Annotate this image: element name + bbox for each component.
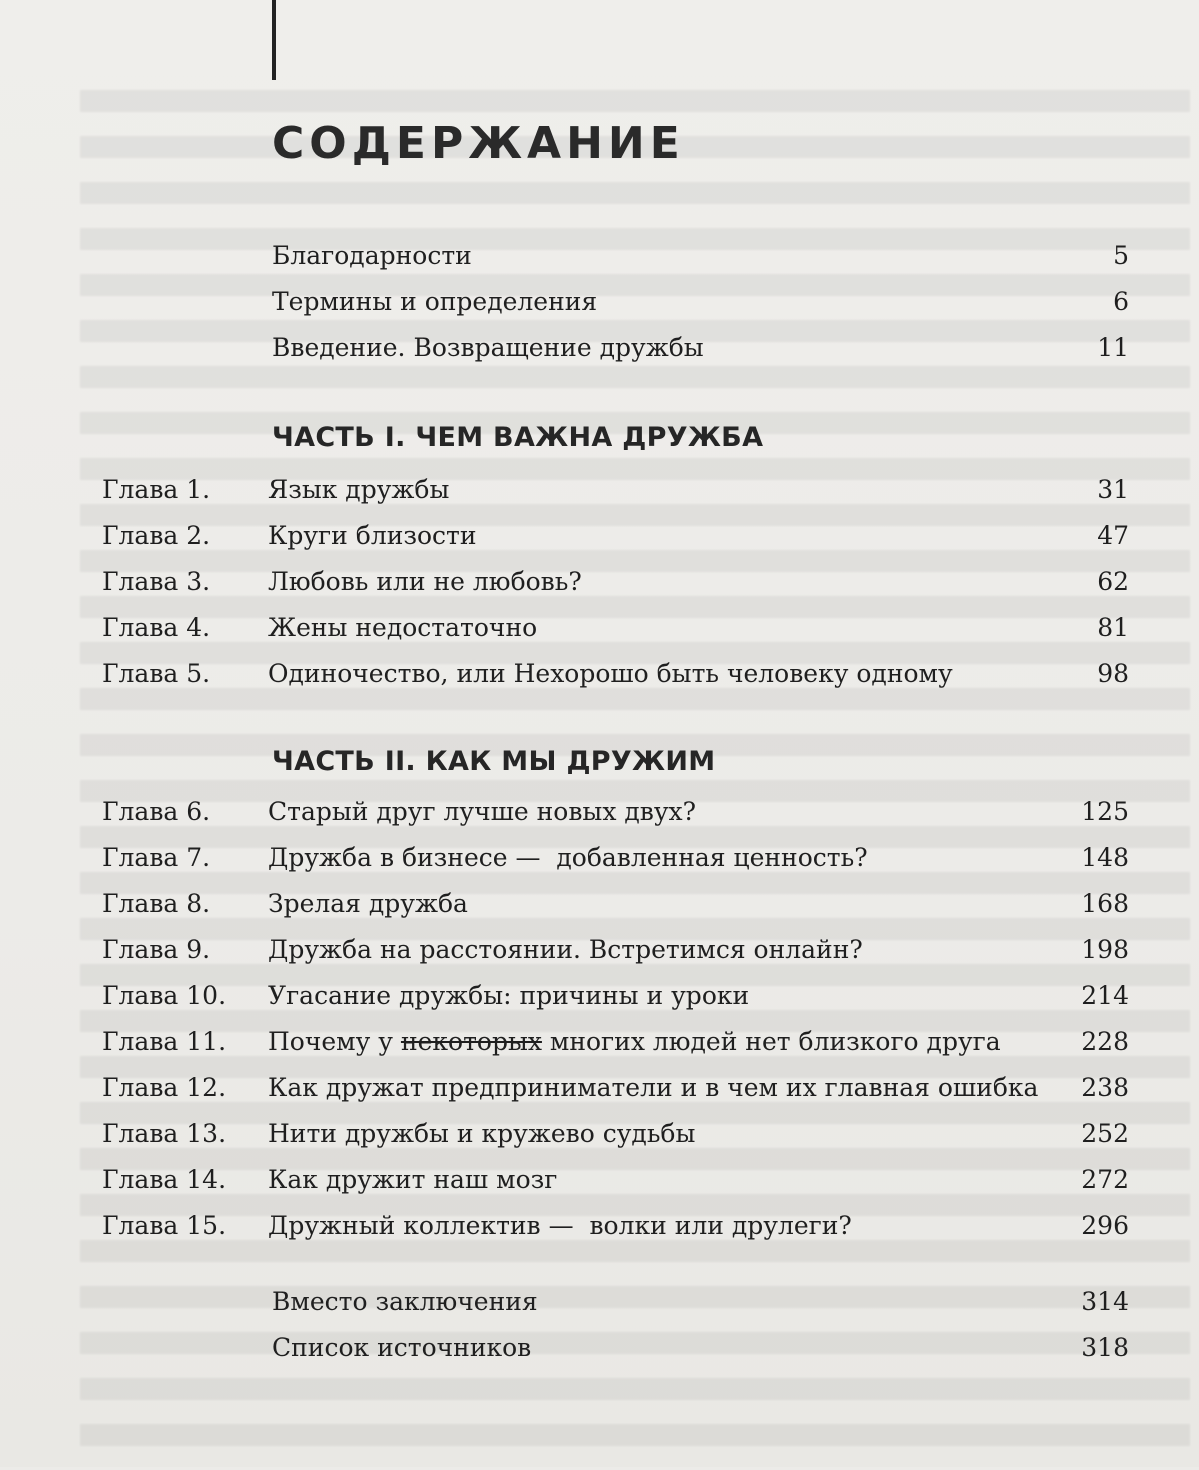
chapter-label: Глава 2. — [102, 521, 211, 550]
chapter-label: Глава 12. — [102, 1073, 227, 1102]
chapter-label: Глава 4. — [102, 613, 211, 642]
toc-chapter-row — [0, 654, 1199, 694]
chapter-label: Глава 1. — [102, 475, 211, 504]
chapter-page: 81 — [1097, 613, 1129, 642]
chapter-label: Глава 6. — [102, 797, 211, 826]
chapter-page: 252 — [1081, 1119, 1129, 1148]
chapter-page: 47 — [1097, 521, 1129, 550]
chapter-title: Как дружит наш мозг — [268, 1165, 558, 1194]
chapter-page: 272 — [1081, 1165, 1129, 1194]
chapter-title — [268, 1022, 1001, 1062]
chapter-title: Как дружат предприниматели и в чем их главная ошибка — [268, 1073, 1039, 1102]
chapter-page: 62 — [1097, 567, 1129, 596]
entry-page: 6 — [1113, 287, 1129, 316]
chapter-title: Нити дружбы и кружево судьбы — [268, 1119, 696, 1148]
toc-entry-conclusion — [0, 1282, 1199, 1322]
chapter-label: Глава 3. — [102, 567, 211, 596]
toc-chapter-row — [0, 930, 1199, 970]
chapter-title: Старый друг лучше новых двух? — [268, 797, 697, 826]
title-part: Почему у — [268, 1027, 401, 1056]
chapter-label: Глава 11. — [102, 1027, 227, 1056]
chapter-page: 148 — [1081, 843, 1129, 872]
chapter-title: Дружба в бизнесе — добавленная ценность? — [268, 843, 868, 872]
entry-title: Список источников — [272, 1333, 532, 1362]
struck-word: некоторых — [400, 1027, 542, 1056]
title-part: многих людей нет близкого друга — [541, 1027, 1001, 1056]
chapter-page: 214 — [1081, 981, 1129, 1010]
toc-chapter-row — [0, 516, 1199, 556]
toc-chapter-row — [0, 1114, 1199, 1154]
entry-page: 318 — [1081, 1333, 1129, 1362]
chapter-page: 168 — [1081, 889, 1129, 918]
chapter-page: 98 — [1097, 659, 1129, 688]
toc-chapter-row — [0, 884, 1199, 924]
toc-entry-sources — [0, 1328, 1199, 1368]
entry-page: 5 — [1113, 241, 1129, 270]
chapter-title: Дружба на расстоянии. Встретимся онлайн? — [268, 935, 863, 964]
chapter-label: Глава 7. — [102, 843, 211, 872]
chapter-title: Любовь или не любовь? — [268, 567, 582, 596]
chapter-page: 296 — [1081, 1211, 1129, 1240]
toc-chapter-row — [0, 608, 1199, 648]
vertical-rule — [272, 0, 276, 80]
toc-chapter-row — [0, 470, 1199, 510]
chapter-page: 228 — [1081, 1027, 1129, 1056]
part-heading-1: ЧАСТЬ I. ЧЕМ ВАЖНА ДРУЖБА — [272, 422, 764, 453]
chapter-page: 238 — [1081, 1073, 1129, 1102]
entry-page: 11 — [1097, 333, 1129, 362]
toc-chapter-row — [0, 976, 1199, 1016]
entry-page: 314 — [1081, 1287, 1129, 1316]
toc-chapter-row — [0, 838, 1199, 878]
chapter-title: Круги близости — [268, 521, 477, 550]
toc-entry-acknowledgements — [0, 236, 1199, 276]
chapter-label: Глава 8. — [102, 889, 211, 918]
toc-chapter-row — [0, 562, 1199, 602]
entry-title: Благодарности — [272, 241, 472, 270]
chapter-title: Дружный коллектив — волки или друлеги? — [268, 1211, 852, 1240]
toc-chapter-row — [0, 1068, 1199, 1108]
entry-title: Вместо заключения — [272, 1287, 538, 1316]
toc-chapter-row — [0, 1160, 1199, 1200]
chapter-label: Глава 14. — [102, 1165, 227, 1194]
chapter-label: Глава 15. — [102, 1211, 227, 1240]
chapter-label: Глава 5. — [102, 659, 211, 688]
toc-entry-introduction — [0, 328, 1199, 368]
entry-title: Введение. Возвращение дружбы — [272, 333, 704, 362]
chapter-label: Глава 9. — [102, 935, 211, 964]
chapter-title: Одиночество, или Нехорошо быть человеку одному — [268, 659, 953, 688]
entry-title: Термины и определения — [272, 287, 598, 316]
toc-chapter-row — [0, 792, 1199, 832]
part-heading-2: ЧАСТЬ II. КАК МЫ ДРУЖИМ — [272, 746, 716, 777]
chapter-label: Глава 13. — [102, 1119, 227, 1148]
chapter-title: Угасание дружбы: причины и уроки — [268, 981, 750, 1010]
chapter-title: Язык дружбы — [268, 475, 450, 504]
toc-entry-terms — [0, 282, 1199, 322]
chapter-title: Зрелая дружба — [268, 889, 468, 918]
chapter-page: 198 — [1081, 935, 1129, 964]
chapter-page: 125 — [1081, 797, 1129, 826]
toc-chapter-row — [0, 1206, 1199, 1246]
chapter-label: Глава 10. — [102, 981, 227, 1010]
page-title: СОДЕРЖАНИЕ — [272, 118, 685, 169]
toc-chapter-row — [0, 1022, 1199, 1062]
chapter-page: 31 — [1097, 475, 1129, 504]
chapter-title: Жены недостаточно — [268, 613, 538, 642]
